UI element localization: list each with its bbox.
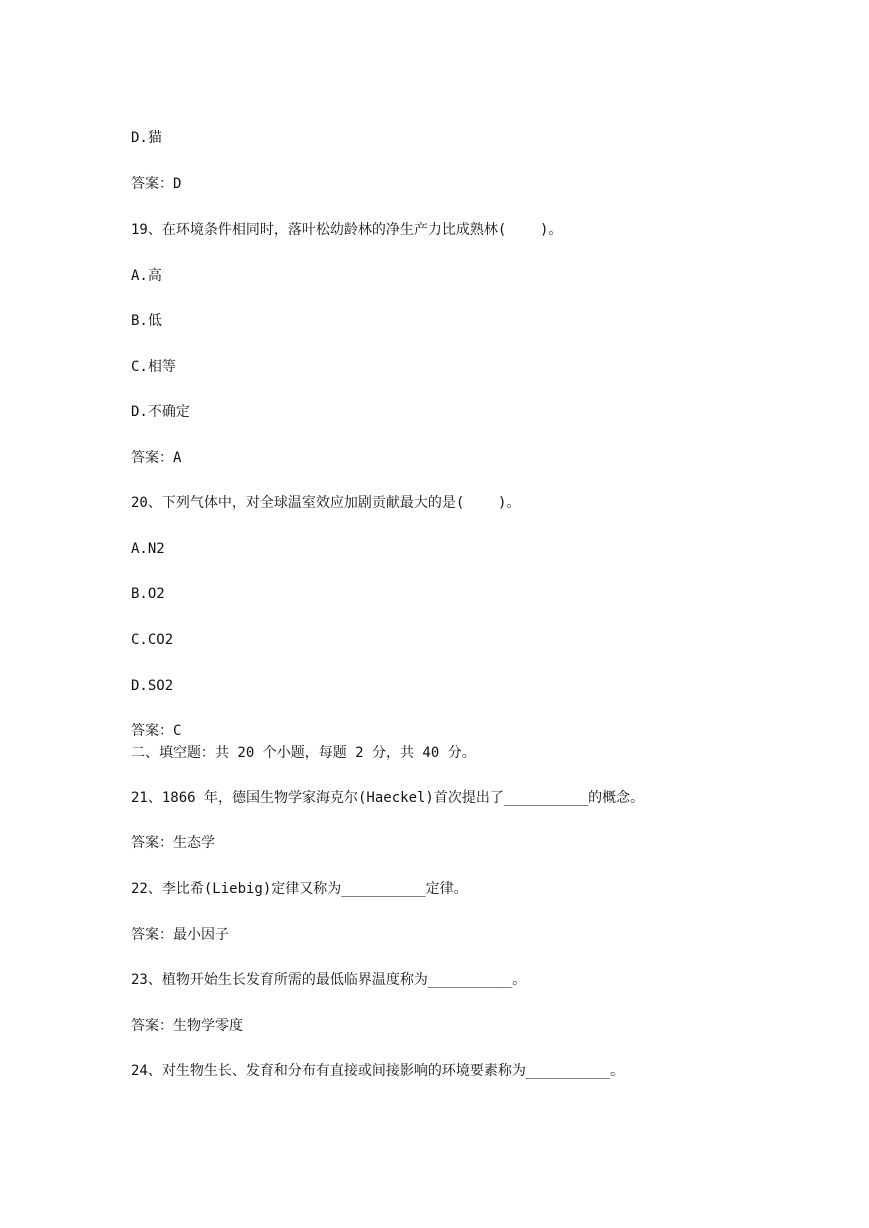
question-22: 22、李比希(Liebig)定律又称为__________定律。 [131,881,468,897]
option-a-q20: A.N2 [131,541,165,557]
answer-q21: 答案：生态学 [131,835,215,851]
section-heading-fill-in: 二、填空题：共 20 个小题，每题 2 分，共 40 分。 [131,745,476,761]
question-21: 21、1866 年，德国生物学家海克尔(Haeckel)首次提出了__________的概念。 [131,790,645,806]
answer-q22: 答案：最小因子 [131,927,229,943]
option-c-q20: C.CO2 [131,632,174,648]
option-b-q19: B.低 [131,313,162,329]
question-23: 23、植物开始生长发育所需的最低临界温度称为__________。 [131,972,527,988]
answer-q19: 答案：A [131,450,182,466]
answer-q20: 答案：C [131,723,182,739]
question-20: 20、下列气体中，对全球温室效应加剧贡献最大的是( )。 [131,495,521,511]
question-19: 19、在环境条件相同时，落叶松幼龄林的净生产力比成熟林( )。 [131,222,563,238]
option-d-q18: D.猫 [131,130,162,146]
answer-q18: 答案：D [131,176,182,192]
question-24: 24、对生物生长、发育和分布有直接或间接影响的环境要素称为__________。 [131,1063,625,1079]
option-b-q20: B.O2 [131,586,165,602]
option-a-q19: A.高 [131,268,162,284]
option-d-q20: D.SO2 [131,678,174,694]
option-d-q19: D.不确定 [131,404,190,420]
option-c-q19: C.相等 [131,359,176,375]
answer-q23: 答案：生物学零度 [131,1018,243,1034]
